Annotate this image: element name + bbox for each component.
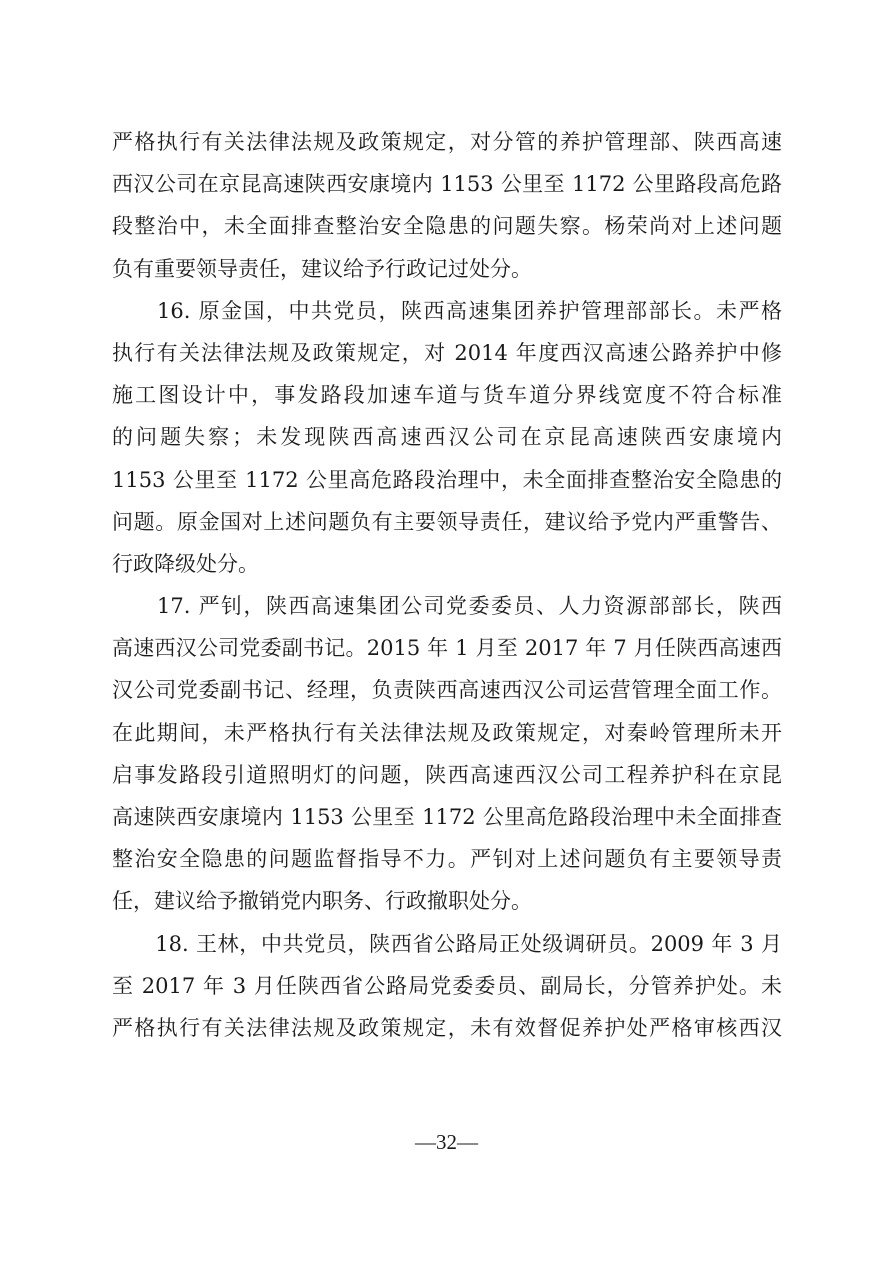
text-line: 高速陕西安康境内 1153 公里至 1172 公里高危路段治理中未全面排查: [112, 805, 782, 829]
text-line: 启事发路段引道照明灯的问题，陕西高速西汉公司工程养护科在京昆: [112, 762, 782, 787]
text-line: 段整治中，未全面排查整治安全隐患的问题失察。杨荣尚对上述问题: [112, 214, 782, 239]
page-number: —32—: [415, 1130, 478, 1154]
text-line: 17. 严钊，陕西高速集团公司党委委员、人力资源部部长，陕西: [112, 594, 782, 619]
text-line: 18. 王林，中共党员，陕西省公路局正处级调研员。2009 年 3 月: [112, 931, 782, 956]
text-line: 1153 公里至 1172 公里高危路段治理中，未全面排查整治安全隐患的: [112, 467, 782, 492]
text-line: 的问题失察；未发现陕西高速西汉公司在京昆高速陕西安康境内: [112, 425, 782, 450]
text-line: 汉公司党委副书记、经理，负责陕西高速西汉公司运营管理全面工作。: [112, 678, 782, 703]
text-line: 问题。原金国对上述问题负有主要领导责任，建议给予党内严重警告、: [112, 509, 782, 534]
body-text: [112, 121, 782, 1049]
text-line: 施工图设计中，事发路段加速车道与货车道分界线宽度不符合标准: [112, 383, 782, 408]
text-line: 严格执行有关法律法规及政策规定，未有效督促养护处严格审核西汉: [112, 1015, 782, 1040]
text-line: 在此期间，未严格执行有关法律法规及政策规定，对秦岭管理所未开: [112, 720, 782, 745]
text-line: 至 2017 年 3 月任陕西省公路局党委委员、副局长，分管养护处。未: [112, 973, 782, 998]
text-line: 16. 原金国，中共党员，陕西高速集团养护管理部部长。未严格: [112, 298, 782, 323]
text-line: 高速西汉公司党委副书记。2015 年 1 月至 2017 年 7 月任陕西高速西: [112, 636, 782, 661]
text-line: 西汉公司在京昆高速陕西安康境内 1153 公里至 1172 公里路段高危路: [112, 172, 782, 197]
text-line: 负有重要领导责任，建议给予行政记过处分。: [112, 256, 532, 281]
text-line: 整治安全隐患的问题监督指导不力。严钊对上述问题负有主要领导责: [112, 847, 782, 872]
text-line: 任，建议给予撤销党内职务、行政撤职处分。: [112, 889, 532, 914]
text-line: 执行有关法律法规及政策规定，对 2014 年度西汉高速公路养护中修: [112, 340, 782, 365]
text-line: 严格执行有关法律法规及政策规定，对分管的养护管理部、陕西高速: [112, 130, 782, 154]
text-line: 行政降级处分。: [112, 551, 259, 576]
